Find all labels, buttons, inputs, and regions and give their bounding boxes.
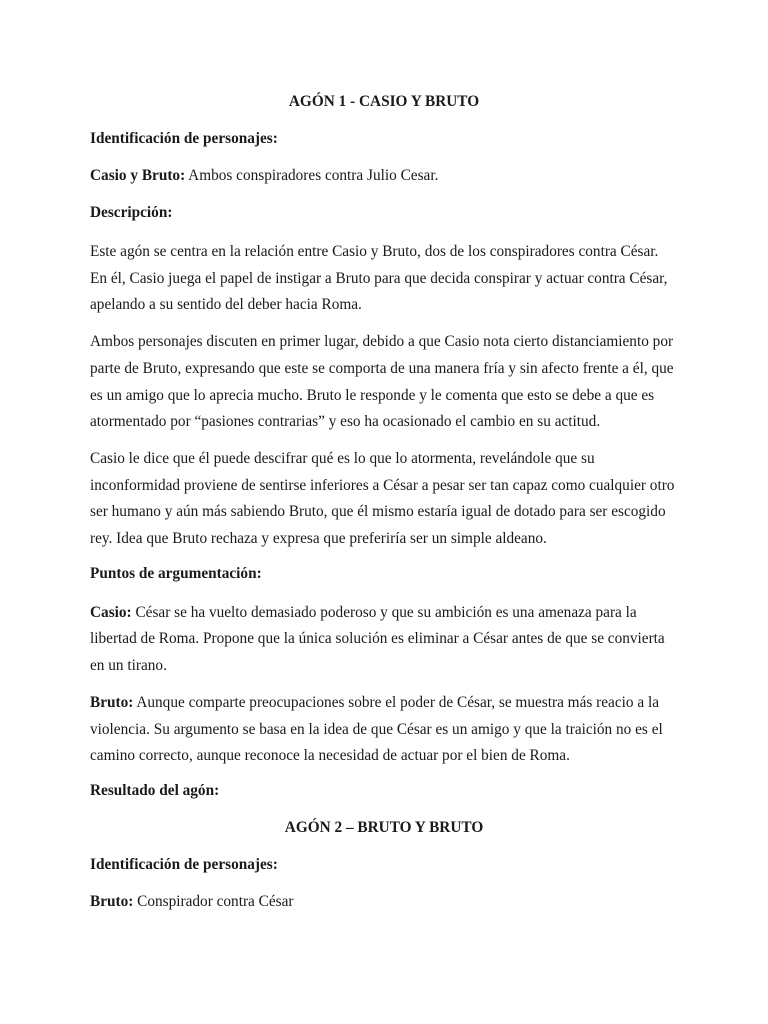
agon2-bruto-text: Conspirador contra César [133, 892, 294, 910]
casio-label: Casio: [90, 603, 132, 621]
characters-label: Casio y Bruto: [90, 167, 186, 184]
agon1-identification-label: Identificación de personajes: [90, 130, 278, 147]
casio-text: César se ha vuelto demasiado poderoso y que su ambición es una amenaza para la libertad de Roma. Propone que la única solución es eliminar a César antes de que se convierta en un tirano. [90, 603, 665, 675]
casio-argument [90, 600, 678, 680]
agon2-bruto-line [90, 891, 678, 913]
bruto-label: Bruto: [90, 693, 134, 711]
agon1-title: AGÓN 1 - CASIO Y BRUTO [288, 93, 480, 110]
document-content [90, 91, 678, 928]
agon2-identification-label: Identificación de personajes: [90, 855, 278, 873]
agon1-description-label: Descripción: [90, 204, 173, 221]
bruto-argument [90, 690, 678, 770]
description-paragraph-1: Este agón se centra en la relación entre Casio y Bruto, dos de los conspiradores contra César. En él, Casio juega el papel de instigar a Bruto para que decida conspirar y actuar contra César, apelando a su sentido del deber hacia Roma. [90, 243, 668, 314]
description-paragraph-3: Casio le dice que él puede descifrar qué es lo que lo atormenta, revelándole que su inconformidad proviene de sentirse inferiores a César a pesar ser tan capaz como cualquier otro ser humano y aún más sabiendo Bruto, que él mismo estaría igual de dotado para ser escogido rey. Idea que Bruto rechaza y expresa que preferiría ser un simple aldeano. [90, 449, 675, 548]
result-label: Resultado del agón: [90, 781, 220, 799]
bruto-text: Aunque comparte preocupaciones sobre el poder de César, se muestra más reacio a la violencia. Su argumento se basa en la idea de que César es un amigo y que la traición no es el camino correcto, aunque reconoce la necesidad de actuar por el bien de Roma. [90, 693, 663, 765]
agon1-characters-line [90, 165, 678, 187]
agon2-title: AGÓN 2 – BRUTO Y BRUTO [284, 818, 484, 836]
description-paragraph-2: Ambos personajes discuten en primer lugar, debido a que Casio nota cierto distanciamiento por parte de Bruto, expresando que este se comporta de una manera fría y sin afecto frente a él, que es un amigo que lo aprecia mucho. Bruto le responde y le comenta que esto se debe a que es atormentado por “pasiones contrarias” y eso ha ocasionado el cambio en su actitud. [90, 333, 674, 431]
arguments-label: Puntos de argumentación: [90, 564, 262, 582]
characters-text: Ambos conspiradores contra Julio Cesar. [185, 167, 439, 184]
agon2-bruto-label: Bruto: [90, 892, 134, 910]
